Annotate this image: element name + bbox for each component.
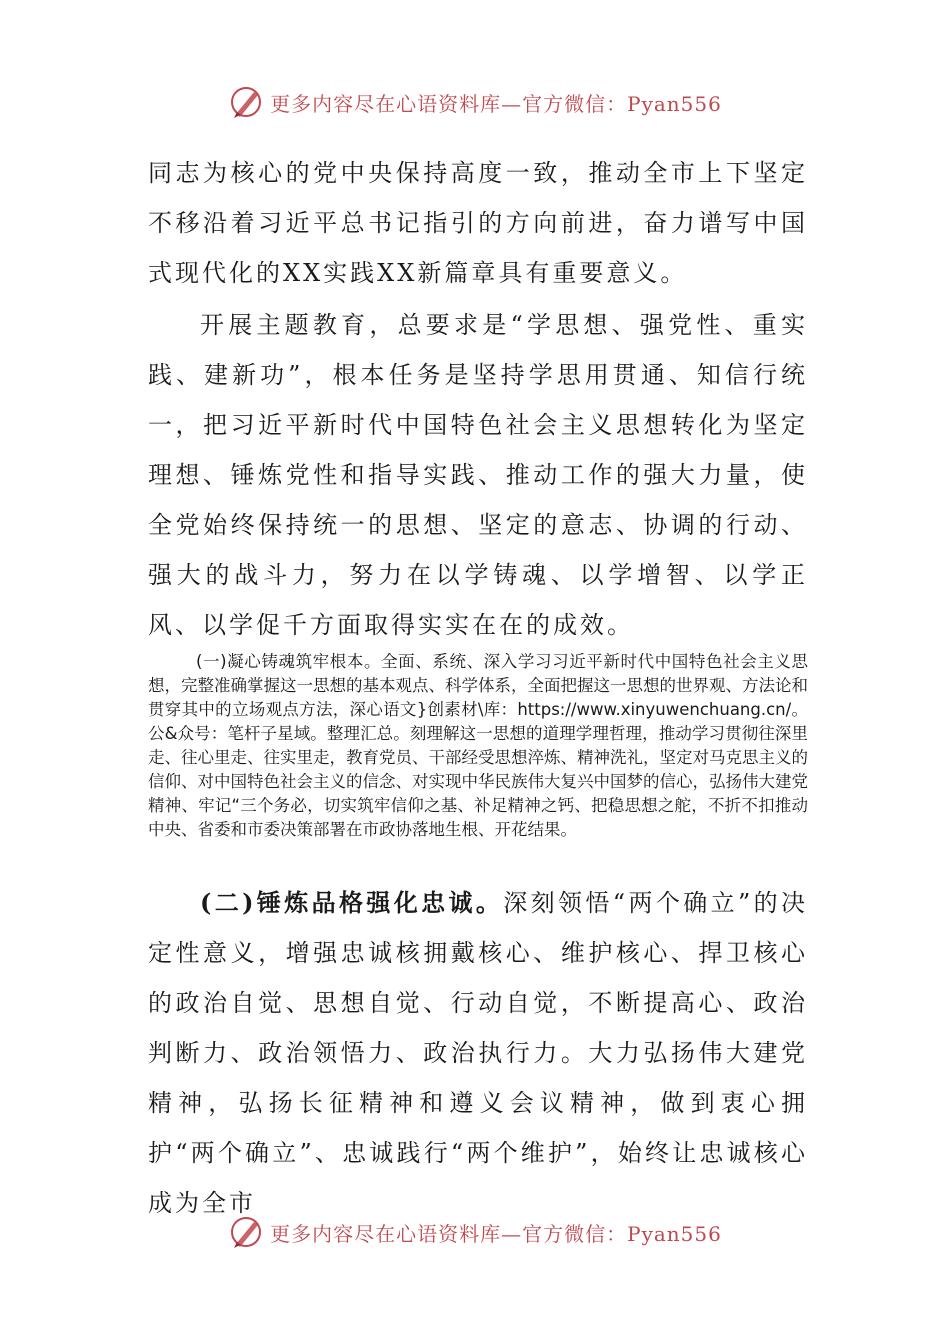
footer-banner [0, 1210, 950, 1254]
footer-banner-text: 更多内容尽在心语资料库—官方微信：Pyan556 [270, 1221, 722, 1246]
pen-logo-icon [228, 84, 264, 120]
body-paragraph-1: 同志为核心的党中央保持高度一致，推动全市上下坚定不移沿着习近平总书记指引的方向前进，奋力谱写中国式现代化的XX实践XX新篇章具有重要意义。 [148, 159, 808, 287]
body-paragraph-small: (一)凝心铸魂筑牢根本。全面、系统、深入学习习近平新时代中国特色社会主义思想，完整准确掌握这一思想的基本观点、科学体系，全面把握这一思想的世界观、方法论和贯穿其中的立场观点方法，深心语文}创素材\库：https://www.xinyuwenchuang.cn/。公&众号：笔杆子星域。整理汇总。刻理解这一思想的道理学理哲理，推动学习贯彻往深里走、往心里走、往实里走，教育党员、干部经受思想淬炼、精神洗礼，坚定对马克思主义的信仰、对中国特色社会主义的信念、对实现中华民族伟大复兴中国梦的信心，弘扬伟大建党精神、牢记“三个务必，切实筑牢信仰之基、补足精神之钙、把稳思想之舵，不折不扣推动中央、省委和市委决策部署在市政协落地生根、开花结果。 [148, 652, 808, 839]
body-paragraph-2: 开展主题教育，总要求是“学思想、强党性、重实践、建新功”，根本任务是坚持学思用贯通、知信行统一，把习近平新时代中国特色社会主义思想转化为坚定理想、锤炼党性和指导实践、推动工作的强大力量，使全党始终保持统一的思想、坚定的意志、协调的行动、强大的战斗力，努力在以学铸魂、以学增智、以学正风、以学促千方面取得实实在在的成效。 [148, 311, 808, 639]
header-banner-text: 更多内容尽在心语资料库—官方微信：Pyan556 [270, 91, 722, 116]
body-paragraph-3 [148, 878, 808, 1228]
header-banner [0, 80, 950, 124]
section-heading: (二)锤炼品格强化忠诚。 [200, 888, 504, 917]
pen-logo-icon [228, 1214, 264, 1250]
body-paragraph-3-text: 深刻领悟“两个确立”的决定性意义，增强忠诚核拥戴核心、维护核心、捍卫核心的政治自觉、思想自觉、行动自觉，不断提高心、政治判断力、政治领悟力、政治执行力。大力弘扬伟大建党精神，弘扬长征精神和遵义会议精神，做到衷心拥护“两个确立”、忠诚践行“两个维护”，始终让忠诚核心成为全市 [148, 889, 808, 1217]
